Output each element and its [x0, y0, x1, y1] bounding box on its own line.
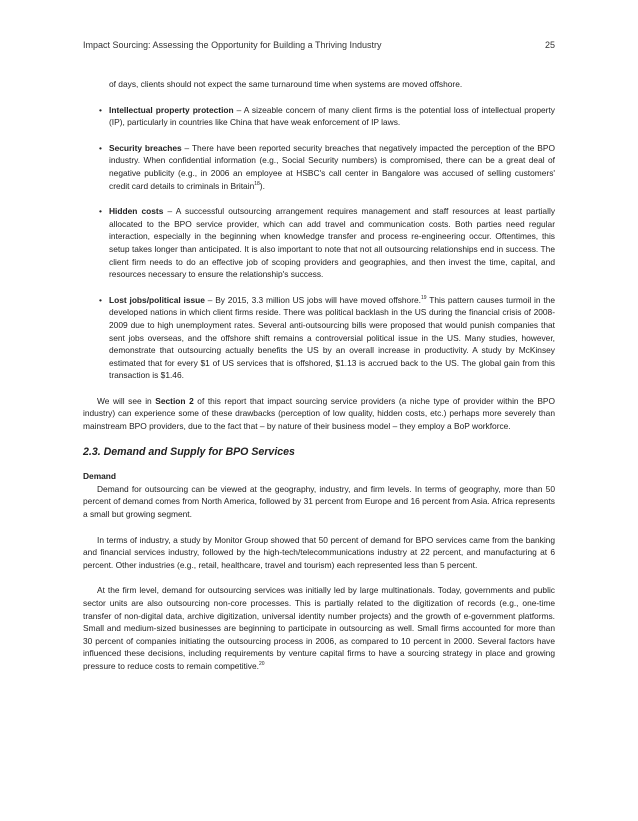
subheading-demand: Demand: [83, 471, 117, 482]
footnote-ref: 19: [421, 294, 427, 301]
bullet-term: Hidden costs: [109, 206, 164, 217]
page-header: [83, 40, 555, 54]
footnote-ref: 18: [254, 180, 260, 187]
bullet-text: – By 2015, 3.3 million US jobs will have moved offshore.: [204, 294, 421, 305]
bullet-ip-protection: [83, 104, 555, 129]
bullet-term: Security breaches: [109, 142, 182, 153]
drawbacks-list: [83, 104, 555, 382]
bullet-text-after: This pattern causes turmoil in the developed nations in which client firms reside. There was political backlash in the US during the financial crisis of 2008-2009 due to high unemployment rates. Several anti-outsourcing bills were proposed that would punish companies that sent jobs overseas, and the offshore shift remains a controversial political issue in the US. Many studies, however, demonstrate that outsourcing actually benefits the US by an overall increase in productivity. A study by McKinsey estimated that for every $1 of US services that is offshored, $1.13 is accrued back to the US. The global gain from this transaction is $1.46.: [109, 294, 556, 381]
body-paragraph: [83, 584, 555, 672]
footnote-ref: 20: [258, 661, 265, 668]
bullet-text-after: ).: [259, 180, 265, 191]
summary-text: We will see in: [97, 395, 156, 406]
bullet-lost-jobs: [83, 294, 555, 382]
bullet-security-breaches: [83, 142, 555, 192]
bullet-hidden-costs: [83, 205, 555, 281]
page-content: [83, 78, 555, 686]
continuation-text: of days, clients should not expect the same turnaround time when systems are moved offshore.: [109, 79, 463, 89]
summary-text-after: of this report that impact sourcing service providers (a niche type of provider within the BPO industry) can experience some of these drawbacks (perception of low quality, hidden costs, etc.) perhaps more severely than mainstream BPO providers, due to the fact that – by nature of their business model – they employ a BoP workforce.: [83, 395, 556, 432]
bullet-text: – A sizeable concern of many client firms is the potential loss of intellectual property (IP), particularly in countries like China that have weak enforcement of IP laws.: [109, 104, 555, 128]
page-number: 25: [544, 40, 555, 50]
section-reference: Section 2: [155, 395, 194, 406]
bullet-term: Lost jobs/political issue: [109, 294, 205, 305]
summary-paragraph: [83, 395, 555, 433]
body-paragraph: In terms of industry, a study by Monitor Group showed that 50 percent of demand for BPO services came from the banking and financial services industry, followed by the high-tech/telecommunications industry at 22 percent, and manufacturing at 6 percent. Other industries (e.g., retail, healthcare, travel and tourism) each represented less than 5 percent.: [83, 534, 555, 570]
body-text: At the firm level, demand for outsourcing services was initially led by large multinationals. Today, governments and public sector units are also outsourcing non-core processes. This is partially related to the digitization of records (e.g., one-time transfer of non-digital data, archive digitization, universal identity number projects) and the growth of e-government platforms. Small and medium-sized businesses are beginning to participate in outsourcing as well. Small firms accounted for more than 30 percent of companies initiating the outsourcing process in 2006, as compared to 10 percent in 2000. Several factors have influenced these decisions, including requirements by venture capital firms to have a sourcing strategy in place and growing pressure to reduce costs to remain competitive.: [83, 585, 555, 671]
running-title: Impact Sourcing: Assessing the Opportunity for Building a Thriving Industry: [83, 40, 382, 50]
body-paragraph: Demand for outsourcing can be viewed at the geography, industry, and firm levels. In terms of geography, more than 50 percent of demand comes from North America, followed by 31 percent from Europe and 16 percent from Asia. Africa represents a small but growing segment.: [83, 483, 555, 520]
bullet-text: – A successful outsourcing arrangement requires management and staff resources at least partially allocated to the BPO service provider, which can add travel and communication costs. Both parties need regular interaction, especially in the beginning when knowledge transfer and process re-engineering occur. Oftentimes, this setup takes longer than anticipated. It is also important to note that not all outsourcing relationships end in success. The client firm needs to do an effective job of scoping providers and geographies, and then invest the time, capital, and resources necessary to ensure the relationship's success.: [109, 206, 556, 280]
bullet-text: – There have been reported security breaches that negatively impacted the perception of the BPO industry. When confidential information (e.g., Social Security numbers) is compromised, there can be a great deal of negative publicity (e.g., in 2006 an employee at HSBC's call center in Bangalore was accused of selling customers' credit card details to criminals in Britain: [109, 142, 555, 191]
bullet-term: Intellectual property protection: [109, 104, 234, 115]
section-heading: 2.3. Demand and Supply for BPO Services: [83, 445, 295, 458]
